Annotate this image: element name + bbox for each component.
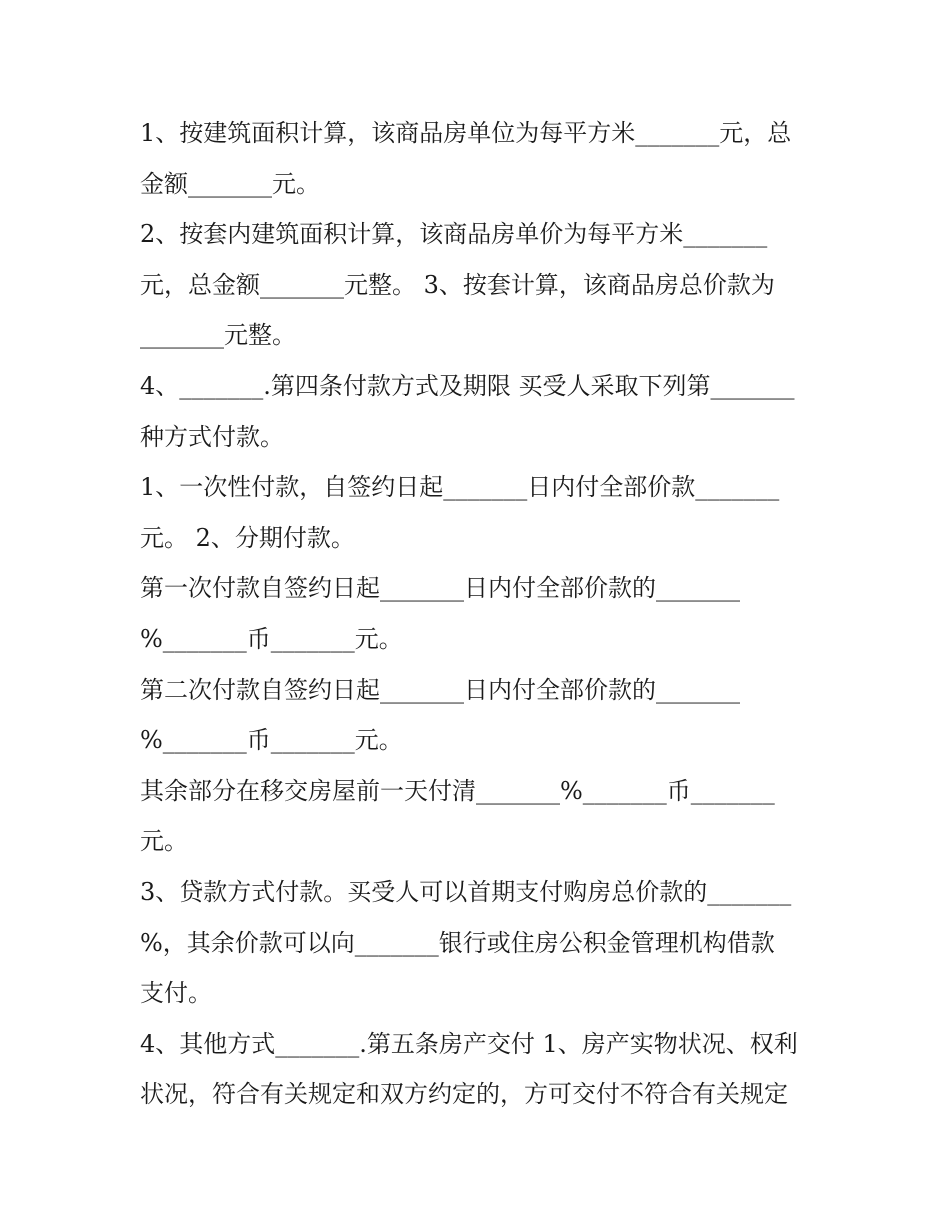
text-line: 第一次付款自签约日起_______日内付全部价款的_______	[140, 574, 740, 603]
text-line: %，其余价款可以向_______银行或住房公积金管理机构借款	[140, 928, 775, 957]
text-line: 4、其他方式_______.第五条房产交付 1、房产实物状况、权利	[140, 1029, 798, 1058]
text-line: 1、按建筑面积计算，该商品房单位为每平方米_______元，总	[140, 119, 792, 147]
text-line: 4、_______.第四条付款方式及期限 买受人采取下列第_______	[140, 371, 795, 400]
text-line: 元。	[140, 827, 188, 856]
text-line: 支付。	[140, 979, 212, 1008]
text-line: _______元整。	[140, 321, 296, 350]
text-line: 1、一次性付款，自签约日起_______日内付全部价款_______	[140, 473, 780, 502]
text-line: 金额_______元。	[140, 169, 320, 198]
text-line: %_______币_______元。	[140, 624, 403, 653]
text-line: %_______币_______元。	[140, 726, 403, 755]
text-line: 状况，符合有关规定和双方约定的，方可交付不符合有关规定	[140, 1080, 788, 1109]
text-line: 元。 2、分期付款。	[140, 523, 355, 552]
text-line: 其余部分在移交房屋前一天付清_______%_______币_______	[140, 776, 775, 805]
text-line: 2、按套内建筑面积计算，该商品房单价为每平方米_______	[140, 220, 768, 249]
text-line: 元，总金额_______元整。 3、按套计算，该商品房总价款为	[140, 270, 775, 299]
text-line: 3、贷款方式付款。买受人可以首期支付购房总价款的_______	[140, 877, 792, 906]
contract-text	[140, 108, 820, 1120]
text-line: 第二次付款自签约日起_______日内付全部价款的_______	[140, 675, 740, 704]
text-line: 种方式付款。	[140, 422, 284, 451]
